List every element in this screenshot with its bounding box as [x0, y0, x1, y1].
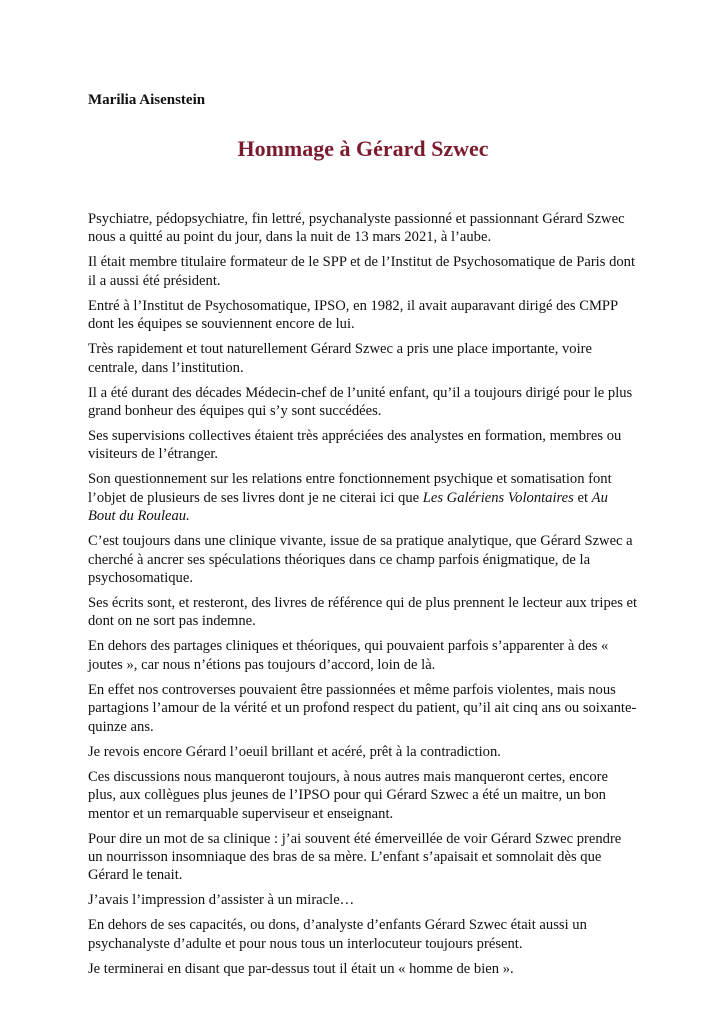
paragraph-2: Il était membre titulaire formateur de le SPP et de l’Institut de Psychosomatique de Paris dont il a aussi été président.: [88, 254, 636, 289]
paragraph-7-conjunction: et: [573, 489, 592, 506]
paragraph-16: En dehors de ses capacités, ou dons, d’analyste d’enfants Gérard Szwec était aussi un psychanalyste d’adulte et pour nous tous un interlocuteur toujours présent.: [88, 917, 587, 952]
document-page: [88, 90, 638, 985]
paragraph-7: [88, 470, 638, 525]
author-name: Marilia Aisenstein: [88, 92, 206, 108]
paragraph-10: En dehors des partages cliniques et théoriques, qui pouvaient parfois s’apparenter à des « joutes », car nous n’étions pas toujours d’accord, loin de là.: [88, 638, 609, 673]
paragraph-13: Ces discussions nous manqueront toujours, à nous autres mais manqueront certes, encore plus, aux collègues plus jeunes de l’IPSO pour qui Gérard Szwec a été un maitre, un bon mentor et un remarquable superviseur et enseignant.: [88, 768, 608, 822]
paragraph-3: Entré à l’Institut de Psychosomatique, IPSO, en 1982, il avait auparavant dirigé des CMPP dont les équipes se souviennent encore de lui.: [88, 297, 618, 333]
book-title-rouleau: Au Bout du Rouleau.: [88, 489, 608, 525]
paragraph-5: Il a été durant des décades Médecin-chef de l’unité enfant, qu’il a toujours dirigé pour le plus grand bonheur des équipes qui s’y sont succédées.: [88, 384, 633, 420]
paragraph-11: En effet nos controverses pouvaient être passionnées et même parfois violentes, mais nous partagions l’amour de la vérité et un profond respect du patient, qu’il ait cinq ans ou soixante-quinze ans.: [88, 681, 637, 735]
paragraph-15: J’avais l’impression d’assister à un miracle…: [88, 892, 355, 909]
paragraph-14: Pour dire un mot de sa clinique : j’ai souvent été émerveillée de voir Gérard Szwec prendre un nourrisson insomniaque des bras de sa mère. L’enfant s’apaisait et somnolait dès que Gérard le tenait.: [88, 830, 622, 884]
paragraph-1: Psychiatre, pédopsychiatre, fin lettré, psychanalyste passionné et passionnant Gérard Szwec nous a quitté au point du jour, dans la nuit de 13 mars 2021, à l’aube.: [88, 211, 625, 246]
paragraph-17: Je terminerai en disant que par-dessus tout il était un « homme de bien ».: [88, 960, 514, 977]
paragraph-4: Très rapidement et tout naturellement Gérard Szwec a pris une place importante, voire centrale, dans l’institution.: [88, 341, 592, 376]
paragraph-9: Ses écrits sont, et resteront, des livres de référence qui de plus prennent le lecteur aux tripes et dont on ne sort pas indemne.: [88, 595, 638, 630]
paragraph-8: C’est toujours dans une clinique vivante, issue de sa pratique analytique, que Gérard Szwec a cherché à ancrer ses spéculations théoriques dans ce champ parfois énigmatique, de la psychosomatique.: [88, 533, 633, 587]
paragraph-12: Je revois encore Gérard l’oeuil brillant et acéré, prêt à la contradiction.: [88, 743, 501, 760]
document-title: Hommage à Gérard Szwec: [237, 136, 489, 161]
paragraph-7-text: Son questionnement sur les relations entre fonctionnement psychique et somatisation font l’objet de plusieurs de ses livres dont je ne citerai ici que: [88, 471, 612, 506]
paragraph-6: Ses supervisions collectives étaient très appréciées des analystes en formation, membres ou visiteurs de l’étranger.: [88, 428, 622, 463]
book-title-galeriens: Les Galériens Volontaires: [422, 489, 574, 506]
